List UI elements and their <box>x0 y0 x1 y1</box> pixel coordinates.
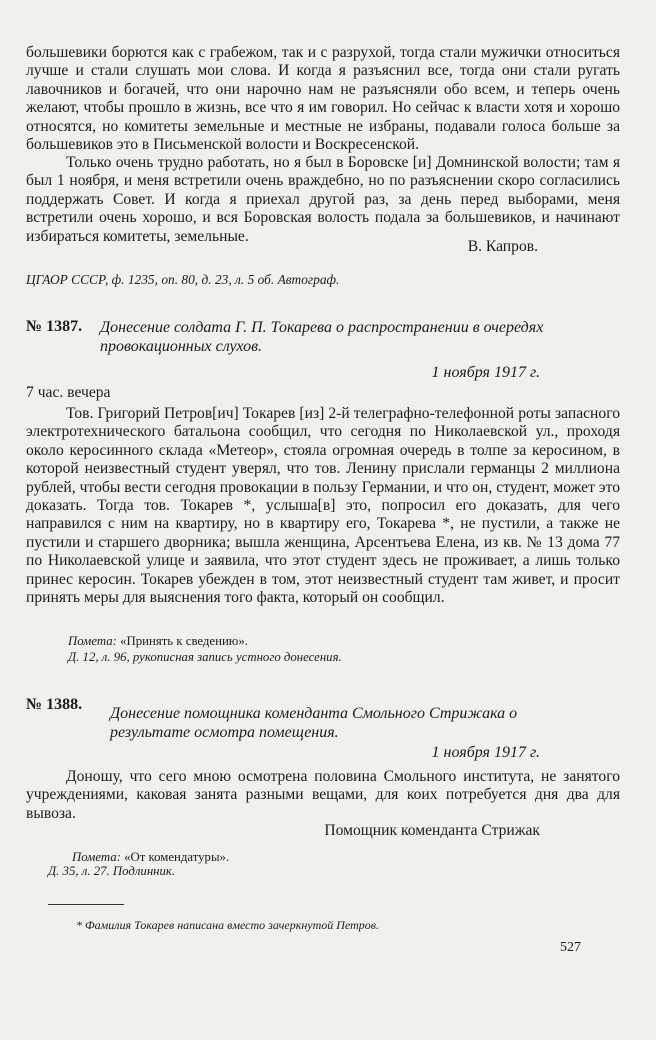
signature-strizhak: Помощник коменданта Стрижак <box>324 822 540 839</box>
section1-paragraph-1: большевики борются как с грабежом, так и с разрухой, тогда стали мужички относиться лучше и стали слушать мои слова. И когда я разъяснил все, тогда они стали ругать лавочников и богачей, что они нарочно нам не разъясняли обо всем, и теперь очень желают, чтобы прошло в жизнь, все что я им говорил. Но сейчас к власти хотя и хорошо относятся, но комитеты земельные и местные не избраны, подавали голоса больше за большевиков это в Письменской волости и Воскресенской. <box>26 44 620 154</box>
doc-title-1388: Донесение помощника коменданта Смольного Стрижака о результате осмотра помещения. <box>110 705 518 741</box>
doc-date-1388: 1 ноября 1917 г. <box>431 744 540 761</box>
footnote: * Фамилия Токарев написана вместо зачеркнутой Петров. <box>76 918 379 932</box>
doc-source-1388: Д. 35, л. 27. Подлинник. <box>48 864 176 878</box>
doc-time-1387: 7 час. вечера <box>26 384 111 401</box>
doc-date-1387: 1 ноября 1917 г. <box>431 364 540 381</box>
page-number: 527 <box>560 940 581 955</box>
doc-source-1387: Д. 12, л. 96, рукописная запись устного донесения. <box>68 650 342 664</box>
note-label: Помета: <box>68 634 117 648</box>
archive-source-1: ЦГАОР СССР, ф. 1235, оп. 80, д. 23, л. 5 об. Автограф. <box>26 272 340 287</box>
doc-body-1388: Доношу, что сего мною осмотрена половина Смольного института, не занятого учреждениями, каковая занята разными вещами, для коих потребуется дня два для вывоза. <box>26 768 620 822</box>
doc-title-1387: Донесение солдата Г. П. Токарева о распространении в очередях провокационных слухов. <box>100 319 544 355</box>
section1-paragraph-2: Только очень трудно работать, но я был в Боровске [и] Домнинской волости; там я был 1 ноября, и меня встретили очень враждебно, но по разъяснении скоро согласились поддержать Совет. И когда я приехал другой раз, за день перед выборами, меня встретили очень хорошо, и вся Боровская волость подала за большевиков, и начинают избираться комитеты, земельные. <box>26 154 620 245</box>
signature-kaprov: В. Капров. <box>467 238 538 255</box>
note-text: «Принять к сведению». <box>120 634 248 648</box>
note-text: «От комендатуры». <box>124 850 230 864</box>
footnote-divider <box>48 904 124 905</box>
doc-number-1387: № 1387. <box>26 318 83 335</box>
note-label: Помета: <box>72 850 121 864</box>
doc-number-1388: № 1388. <box>26 696 83 713</box>
doc-note-1387 <box>68 634 618 650</box>
doc-body-1387: Тов. Григорий Петров[ич] Токарев [из] 2-й телеграфно-телефонной роты запасного электротехнического батальона сообщил, что сегодня по Николаевской ул., проходя около керосинного склада «Метеор», стояла огромная очередь в толпе за керосином, в которой неизвестный студент уверял, что тов. Ленину прислали германцы 2 миллиона рублей, чтобы вести сегодня провокации в пользу Германии, и что он, студент, может это доказать. Тогда тов. Токарев *, услыша[в] это, попросил его доказать, для чего направился с ним на квартиру, но в квартиру его, Токарева *, не пустили, а также не пустили и старшего дворника; вышла женщина, Арсентьева Елена, из кв. № 13 дома 77 по Николаевской улице и заявила, что этот студент здесь не проживает, а лишь только принес керосин. Токарев убежден в том, этот неизвестный студент там живет, и просит принять меры для выяснения того факта, который он сообщил. <box>26 405 620 607</box>
